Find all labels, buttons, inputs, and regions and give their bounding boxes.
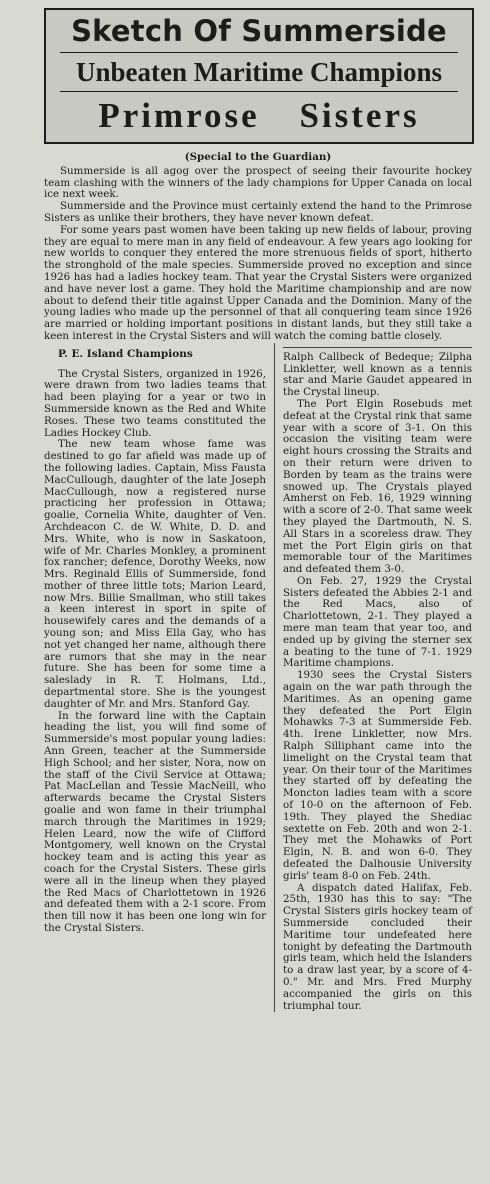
- column-rule: [283, 347, 472, 348]
- right-column: [274, 343, 472, 1013]
- article-paragraph: On Feb. 27, 1929 the Crystal Sisters defeated the Abbies 2-1 and the Red Macs, also of Charlottetown, 2-1. They played a mere man team that year too, and ended up by giving the sterner sex a beating to the tune of 7-1. 1929 Maritime champions.: [283, 574, 472, 670]
- headline-name: Primrose Sisters: [98, 96, 420, 135]
- byline: (Special to the Guardian): [184, 151, 332, 163]
- headline-rule: [60, 91, 458, 92]
- intro-paragraph: Summerside is all agog over the prospect of seeing their favourite hockey team clashing with the winners of the lady champions for Upper Canada on local ice next week.: [44, 164, 472, 201]
- headline-title: Sketch Of Summerside: [71, 14, 447, 48]
- article-paragraph: The Crystal Sisters, organized in 1926, were drawn from two ladies teams that had been playing for a year or two in Summerside known as the Red and White Roses. These two teams constituted the Ladies Hockey Club.: [44, 367, 266, 439]
- article-paragraph: Ralph Callbeck of Bedeque; Zilpha Linkletter, well known as a tennis star and Marie Gaudet appeared in the Crystal lineup.: [283, 350, 472, 399]
- article-paragraph: A dispatch dated Halifax, Feb. 25th, 1930 has this to say: "The Crystal Sisters girls hockey team of Summerside concluded their Maritime tour undefeated here tonight by defeating the Dartmouth girls team, which held the Islanders to a draw last year, by a score of 4-0." Mr. and Mrs. Fred Murphy accompanied the girls on this triumphal tour.: [283, 881, 472, 1012]
- headline-rule: [60, 52, 458, 53]
- article-paragraph: 1930 sees the Crystal Sisters again on the war path through the Maritimes. As an opening game they defeated the Port Elgin Mohawks 7-3 at Summerside Feb. 4th. Irene Linkletter, now Mrs. Ralph Silliphant came into the limelight on the Crystal team that year. On their tour of the Maritimes they started off by defeating the Moncton ladies team with a score of 10-0 on the afternoon of Feb. 19th. They played the Shediac sextette on Feb. 20th and won 2-1. They met the Mohawks of Port Elgin, N. B. and won 6-0. They defeated the Dalhousie University girls' team 8-0 on Feb. 24th.: [283, 669, 472, 882]
- headline-box: [44, 8, 474, 144]
- left-column: [44, 343, 274, 1013]
- article-paragraph: The Port Elgin Rosebuds met defeat at the Crystal rink that same year with a score of 3-1. On this occasion the visiting team were eight hours crossing the Straits and on their return were driven to Borden by team as the trains were snowed up. The Crystals played Amherst on Feb. 16, 1929 winning with a score of 2-0. That same week they played the Dartmouth, N. S. All Stars in a scoreless draw. They met the Port Elgin girls on that memorable tour of the Maritimes and defeated them 3-0.: [283, 397, 472, 576]
- intro-section: [44, 152, 472, 343]
- article-paragraph: The new team whose fame was destined to go far afield was made up of the following ladies. Captain, Miss Fausta MacCullough, daughter of the late Joseph MacCullough, now a registered nurse practicing her profession in Ottawa; goalie, Cornelia White, daughter of Ven. Archdeacon C. de W. White, D. D. and Mrs. White, who is now in Saskatoon, wife of Mr. Charles Monkley, a prominent fox rancher; defence, Dorothy Weeks, now Mrs. Reginald Ellis of Summerside, fond mother of three little tots; Marion Leard, now Mrs. Billie Smallman, who still takes a keen interest in sport in spite of housewifely cares and the demands of a young son; and Miss Ella Gay, who has not yet changed her name, although there are rumors that she may in the near future. She has been for some time a saleslady in R. T. Holmans, Ltd., departmental store. She is the youngest daughter of Mr. and Mrs. Stanford Gay.: [44, 438, 266, 710]
- article-paragraph: In the forward line with the Captain heading the list, you will find some of Summerside's most popular young ladies: Ann Green, teacher at the Summerside High School; and her sister, Nora, now on the staff of the Civil Service at Ottawa; Pat MacLellan and Tessie MacNeill, who afterwards became the Crystal Sisters goalie and won fame in their triumphal march through the Maritimes in 1929; Helen Leard, now the wife of Clifford Montgomery, well known on the Crystal hockey team and is acting this year as coach for the Crystal Sisters. These girls were all in the lineup when they played the Red Macs of Charlottetown in 1926 and defeated them with a 2-1 score. From then till now it has been one long win for the Crystal Sisters.: [44, 709, 266, 934]
- intro-paragraph: For some years past women have been taking up new fields of labour, proving they are equal to mere man in any field of endeavour. A few years ago looking for new worlds to conquer they entered the more strenuous fields of sport, hitherto the stronghold of the male species. Summerside proved no exception and since 1926 has had a ladies hockey team. That year the Crystal Sisters were organized and have never lost a game. They hold the Maritime championship and are now about to defend their title against Upper Canada and the Dominion. Many of the young ladies who made up the personnel of that all conquering team since 1926 are married or holding important positions in distant lands, but they still take a keen interest in the Crystal Sisters and will watch the coming battle closely.: [44, 223, 472, 342]
- intro-paragraph: Summerside and the Province must certainly extend the hand to the Primrose Sisters as unlike their brothers, they have never known defeat.: [44, 200, 472, 224]
- article-columns: [44, 343, 472, 1013]
- section-subhead: P. E. Island Champions: [58, 347, 193, 360]
- headline-subtitle: Unbeaten Maritime Champions: [76, 57, 442, 87]
